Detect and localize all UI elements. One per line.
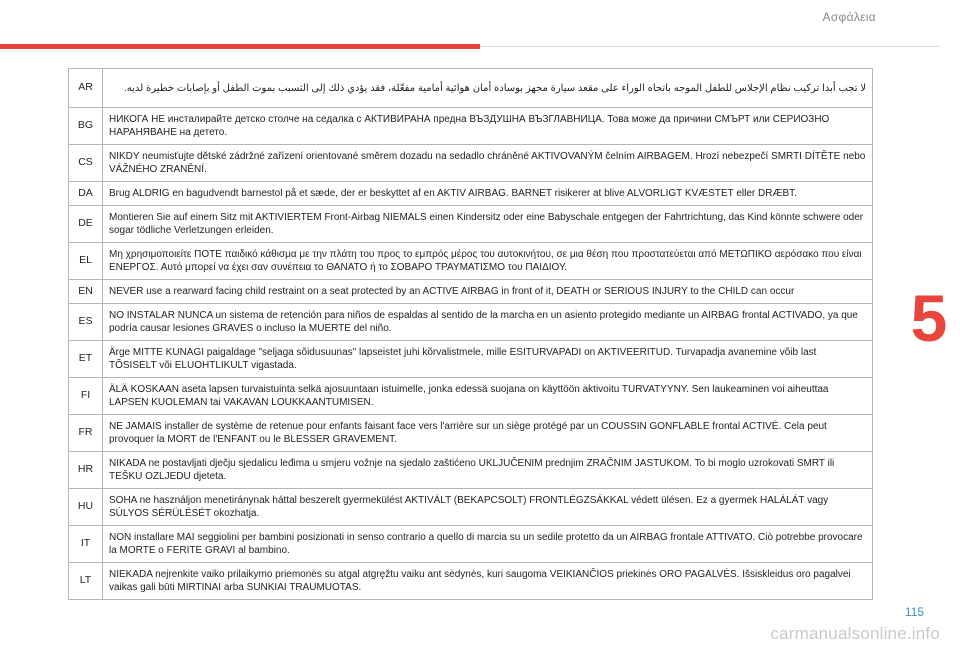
table-row — [69, 182, 873, 206]
table-row — [69, 108, 873, 145]
table-row — [69, 563, 873, 600]
language-code: DA — [69, 182, 103, 206]
table-row — [69, 280, 873, 304]
table-row — [69, 304, 873, 341]
language-code: HU — [69, 489, 103, 526]
warning-text: NE JAMAIS installer de système de retenue pour enfants faisant face vers l'arrière sur un siège protégé par un COUSSIN GONFLABLE frontal ACTIVÉ. Cela peut provoquer la MORT de l'ENFANT ou le BLESSER GRAVEMENT. — [103, 415, 873, 452]
table-row — [69, 206, 873, 243]
language-code: EN — [69, 280, 103, 304]
language-code: EL — [69, 243, 103, 280]
warning-text: ÄLÄ KOSKAAN aseta lapsen turvaistuinta selkä ajosuuntaan istuimelle, jonka edessä suojana on käyttöön aktivoitu TURVATYYNY. Sen laukeaminen voi aiheuttaa LAPSEN KUOLEMAN tai VAKAVAN LOUKKAANTUMISEN. — [103, 378, 873, 415]
table-row — [69, 378, 873, 415]
language-code: BG — [69, 108, 103, 145]
warning-text: NON installare MAI seggiolini per bambini posizionati in senso contrario a quello di marcia su un sedile protetto da un AIRBAG frontale ATTIVATO. Ciò potrebbe provocare la MORTE o FERITE GRAVI al bambino. — [103, 526, 873, 563]
watermark-link[interactable]: carmanualsonline.info — [770, 624, 940, 643]
chapter-tab — [898, 250, 960, 385]
section-title: Ασφάλεια — [822, 10, 876, 24]
warning-text: Ärge MITTE KUNAGI paigaldage "seljaga sõidusuunas" lapseistet juhi kõrvalistmele, mille ESITURVAPADI on AKTIVEERITUD. Turvapadja avanemine võib last TÕSISELT või ELUOHTLIKULT vigastada. — [103, 341, 873, 378]
table-row — [69, 452, 873, 489]
warning-text: Μη χρησιμοποιείτε ΠΟΤΕ παιδικό κάθισμα με την πλάτη του προς το εμπρός μέρος του αυτοκινήτου, σε μια θέση που προστατεύεται από ΜΕΤΩΠΙΚΟ αερόσακο που είναι ΕΝΕΡΓΟΣ. Αυτό μπορεί να έχει σαν συνέπεια το ΘΑΝΑΤΟ ή το ΣΟΒΑΡΟ ΤΡΑΥΜΑΤΙΣΜΟ του ΠΑΙΔΙΟΥ. — [103, 243, 873, 280]
page-number: 115 — [904, 605, 924, 619]
language-code: DE — [69, 206, 103, 243]
warning-text: SOHA ne használjon menetiránynak háttal beszerelt gyermekülést AKTIVÁLT (BEKAPCSOLT) FRONTLÉGZSÁKKAL védett ülésen. Ez a gyermek HALÁLÁT vagy SÚLYOS SÉRÜLÉSÉT okozhatja. — [103, 489, 873, 526]
top-divider-line — [480, 46, 940, 47]
warning-text: لا تجب أبدا تركيب نظام الإجلاس للطفل الموجه باتجاه الوراء على مقعد سيارة مجهز بوسادة أمان هوائية أمامية مفعّلة، فقد يؤدي ذلك إلى التسبب بموت الطفل أو بإصابات خطيرة لديه. — [103, 69, 873, 108]
warning-text: NIKDY neumisťujte dětské zádržné zařízení orientované směrem dozadu na sedadlo chráněné AKTIVOVANÝM čelním AIRBAGEM. Hrozí nebezpečí SMRTI DÍTĚTE nebo VÁŽNÉHO ZRANĚNÍ. — [103, 145, 873, 182]
language-code: ET — [69, 341, 103, 378]
language-code: FI — [69, 378, 103, 415]
table-row — [69, 415, 873, 452]
language-code: CS — [69, 145, 103, 182]
language-code: LT — [69, 563, 103, 600]
warning-text: NO INSTALAR NUNCA un sistema de retención para niños de espaldas al sentido de la marcha en un asiento protegido mediante un AIRBAG frontal ACTIVADO, ya que podría causar lesiones GRAVES o incluso la MUERTE del niño. — [103, 304, 873, 341]
language-code: ES — [69, 304, 103, 341]
table-row — [69, 489, 873, 526]
warning-text: НИКОГА НЕ инсталирайте детско столче на седалка с АКТИВИРАНА предна ВЪЗДУШНА ВЪЗГЛАВНИЦА. Това може да причини СМЪРТ или СЕРИОЗНО НАРАНЯВАНЕ на детето. — [103, 108, 873, 145]
table-row — [69, 341, 873, 378]
table-row — [69, 243, 873, 280]
table-row — [69, 145, 873, 182]
chapter-number: 5 — [910, 280, 948, 355]
language-code: AR — [69, 69, 103, 108]
top-accent-bar — [0, 44, 480, 49]
warning-text: Montieren Sie auf einem Sitz mit AKTIVIERTEM Front-Airbag NIEMALS einen Kindersitz oder eine Babyschale entgegen der Fahrtrichtung, das Kind könnte schwere oder sogar tödliche Verletzungen erleiden. — [103, 206, 873, 243]
language-code: FR — [69, 415, 103, 452]
warning-translations-table — [68, 68, 873, 600]
table-row — [69, 526, 873, 563]
warning-text: NIKADA ne postavljati dječju sjedalicu leđima u smjeru vožnje na sjedalo zaštićeno UKLJUČENIM prednjim ZRAČNIM JASTUKOM. To bi moglo uzrokovati SMRT ili TEŠKU OZLJEDU djeteta. — [103, 452, 873, 489]
warning-text: Brug ALDRIG en bagudvendt barnestol på et sæde, der er beskyttet af en AKTIV AIRBAG. BARNET risikerer at blive ALVORLIGT KVÆSTET eller DRÆBT. — [103, 182, 873, 206]
language-code: HR — [69, 452, 103, 489]
warning-text: NIEKADA nejrenkite vaiko prilaikymo priemonės su atgal atgręžtu vaiku ant sėdynės, kuri saugoma VEIKIANČIOS priekinės ORO PAGALVĖS. Išsiskleidus oro pagalvei vaikas gali būti MIRTINAI arba SUNKIAI TRAUMUOTAS. — [103, 563, 873, 600]
language-code: IT — [69, 526, 103, 563]
warning-text: NEVER use a rearward facing child restraint on a seat protected by an ACTIVE AIRBAG in front of it, DEATH or SERIOUS INJURY to the CHILD can occur — [103, 280, 873, 304]
table-row — [69, 69, 873, 108]
